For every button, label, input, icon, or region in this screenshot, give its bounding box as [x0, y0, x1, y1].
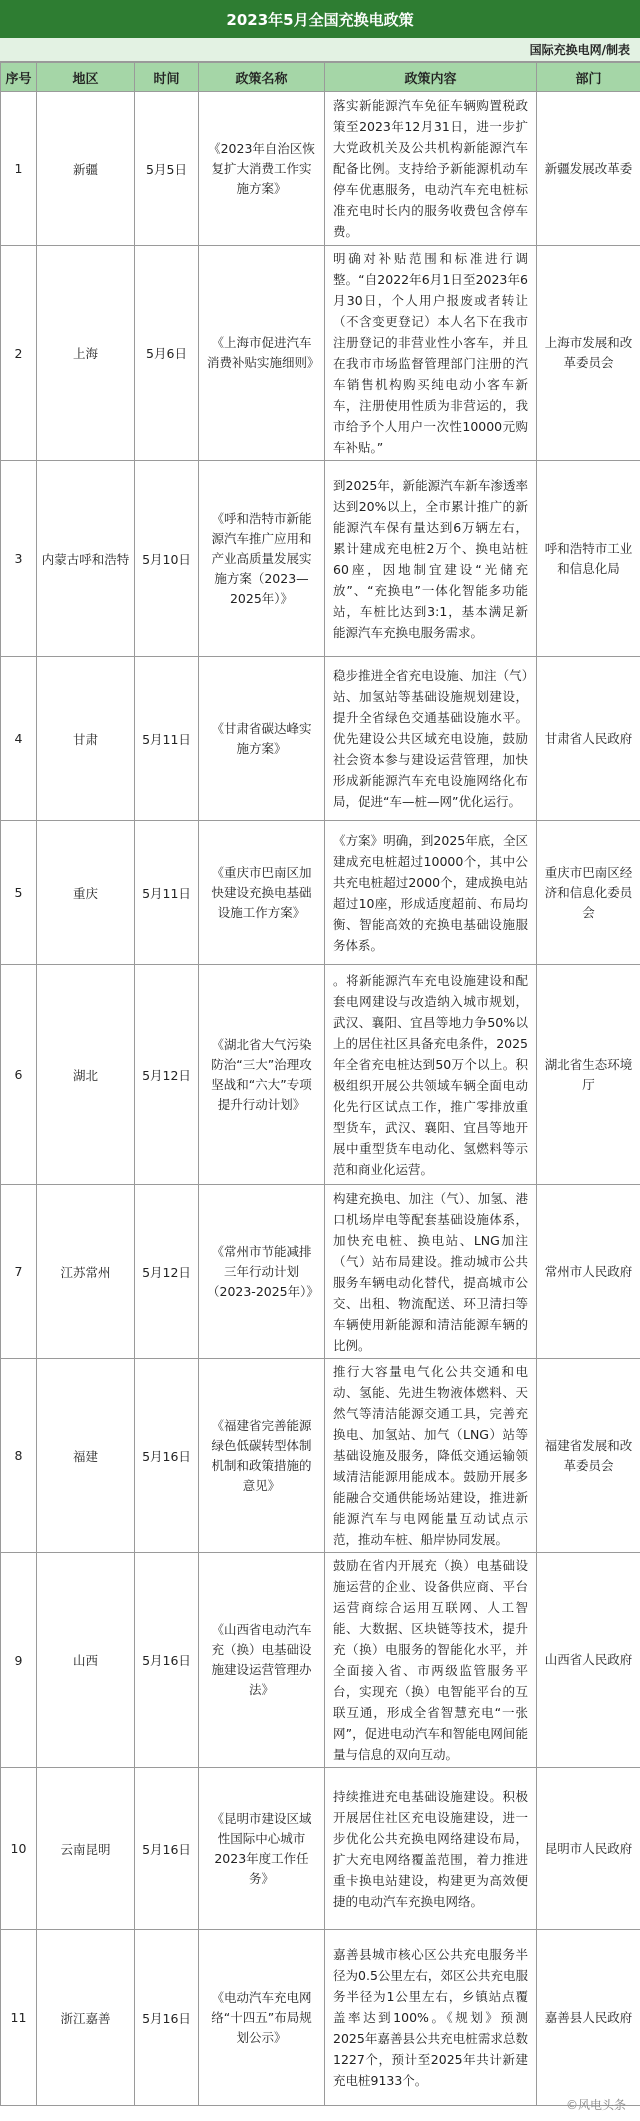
- row-region: 重庆: [37, 821, 135, 965]
- table-row: [1, 1185, 640, 1359]
- row-date: 5月16日: [135, 1359, 199, 1553]
- row-no: 10: [1, 1768, 37, 1930]
- row-policy-name: 《山西省电动汽车充（换）电基础设施建设运营管理办法》: [199, 1553, 325, 1768]
- row-no: 2: [1, 246, 37, 461]
- table-row: [1, 821, 640, 965]
- row-region: 云南昆明: [37, 1768, 135, 1930]
- row-policy-name: 《甘肃省碳达峰实施方案》: [199, 657, 325, 821]
- row-department: 湖北省生态环境厅: [537, 965, 640, 1185]
- row-no: 5: [1, 821, 37, 965]
- table-header-row: [1, 63, 640, 92]
- table-title: 2023年5月全国充换电政策: [0, 0, 640, 38]
- row-date: 5月12日: [135, 965, 199, 1185]
- row-no: 3: [1, 461, 37, 657]
- row-policy-name: 《2023年自治区恢复扩大消费工作实施方案》: [199, 92, 325, 246]
- row-policy-content: 鼓励在省内开展充（换）电基础设施运营的企业、设备供应商、平台运营商综合运用互联网、人工智能、大数据、区块链等技术，提升充（换）电服务的智能化水平，并全面接入省、市两级监管服务平台，实现充（换）电智能平台的互联互通，形成全省智慧充电“一张网”，促进电动汽车和智能电网间能量与信息的双向互动。: [325, 1553, 537, 1768]
- row-department: 嘉善县人民政府: [537, 1930, 640, 2106]
- row-no: 11: [1, 1930, 37, 2106]
- row-policy-content: 构建充换电、加注（气）、加氢、港口机场岸电等配套基础设施体系，加快充电桩、换电站、LNG加注（气）站布局建设。推动城市公共服务车辆电动化替代，提高城市公交、出租、物流配送、环卫清扫等车辆使用新能源和清洁能源车辆的比例。: [325, 1185, 537, 1359]
- table-row: [1, 1359, 640, 1553]
- row-policy-content: 。将新能源汽车充电设施建设和配套电网建设与改造纳入城市规划，武汉、襄阳、宜昌等地力争50%以上的居住社区具备充电条件，2025年全省充电桩达到50万个以上。积极组织开展公共领域车辆全面电动化先行区试点工作，推广零排放重型货车，武汉、襄阳、宜昌等地开展中重型货车电动化、氢燃料等示范和商业化运营。: [325, 965, 537, 1185]
- row-policy-name: 《常州市节能减排三年行动计划（2023-2025年）》: [199, 1185, 325, 1359]
- row-policy-content: 落实新能源汽车免征车辆购置税政策至2023年12月31日，进一步扩大党政机关及公共机构新能源汽车配备比例。支持给予新能源机动车停车优惠服务，电动汽车充电桩标准充电时长内的服务收费包含停车费。: [325, 92, 537, 246]
- table-row: [1, 461, 640, 657]
- row-date: 5月16日: [135, 1930, 199, 2106]
- row-date: 5月12日: [135, 1185, 199, 1359]
- row-policy-name: 《湖北省大气污染防治“三大”治理攻坚战和“六大”专项提升行动计划》: [199, 965, 325, 1185]
- row-department: 上海市发展和改革委员会: [537, 246, 640, 461]
- table-row: [1, 965, 640, 1185]
- watermark: ©风电头条: [565, 2098, 626, 2112]
- table-row: [1, 1768, 640, 1930]
- row-department: 山西省人民政府: [537, 1553, 640, 1768]
- row-policy-name: 《电动汽车充电网络“十四五”布局规划公示》: [199, 1930, 325, 2106]
- header-policy-content: 政策内容: [325, 63, 537, 92]
- row-policy-name: 《昆明市建设区域性国际中心城市2023年度工作任务》: [199, 1768, 325, 1930]
- table-row: [1, 1553, 640, 1768]
- row-region: 内蒙古呼和浩特: [37, 461, 135, 657]
- row-department: 常州市人民政府: [537, 1185, 640, 1359]
- table-row: [1, 1930, 640, 2106]
- row-no: 6: [1, 965, 37, 1185]
- row-region: 甘肃: [37, 657, 135, 821]
- row-region: 湖北: [37, 965, 135, 1185]
- header-region: 地区: [37, 63, 135, 92]
- row-no: 7: [1, 1185, 37, 1359]
- row-policy-name: 《福建省完善能源绿色低碳转型体制机制和政策措施的意见》: [199, 1359, 325, 1553]
- row-policy-name: 《重庆市巴南区加快建设充换电基础设施工作方案》: [199, 821, 325, 965]
- header-policy-name: 政策名称: [199, 63, 325, 92]
- row-date: 5月10日: [135, 461, 199, 657]
- row-region: 浙江嘉善: [37, 1930, 135, 2106]
- table-row: [1, 246, 640, 461]
- row-date: 5月5日: [135, 92, 199, 246]
- row-policy-content: 《方案》明确，到2025年底，全区建成充电桩超过10000个，其中公共充电桩超过2000个，建成换电站超过10座，形成适度超前、布局均衡、智能高效的充换电基础设施服务体系。: [325, 821, 537, 965]
- row-policy-content: 推行大容量电气化公共交通和电动、氢能、先进生物液体燃料、天然气等清洁能源交通工具，完善充换电、加氢站、加气（LNG）站等基础设施及服务，降低交通运输领域清洁能源用能成本。鼓励开展多能融合交通供能场站建设，推进新能源汽车与电网能量互动试点示范，推动车桩、船岸协同发展。: [325, 1359, 537, 1553]
- policy-table: [0, 62, 640, 2106]
- row-region: 上海: [37, 246, 135, 461]
- row-date: 5月11日: [135, 821, 199, 965]
- row-policy-content: 持续推进充电基础设施建设。积极开展居住社区充电设施建设，进一步优化公共充换电网络建设布局，扩大充电网络覆盖范围，着力推进重卡换电站建设，构建更为高效便捷的电动汽车充换电网络。: [325, 1768, 537, 1930]
- header-no: 序号: [1, 63, 37, 92]
- table-row: [1, 657, 640, 821]
- row-department: 福建省发展和改革委员会: [537, 1359, 640, 1553]
- table-row: [1, 92, 640, 246]
- row-date: 5月6日: [135, 246, 199, 461]
- row-policy-name: 《上海市促进汽车消费补贴实施细则》: [199, 246, 325, 461]
- row-no: 4: [1, 657, 37, 821]
- row-region: 福建: [37, 1359, 135, 1553]
- row-region: 新疆: [37, 92, 135, 246]
- row-department: 呼和浩特市工业和信息化局: [537, 461, 640, 657]
- row-region: 山西: [37, 1553, 135, 1768]
- row-policy-content: 稳步推进全省充电设施、加注（气）站、加氢站等基础设施规划建设，提升全省绿色交通基础设施水平。优先建设公共区域充电设施，鼓励社会资本参与建设运营管理，加快形成新能源汽车充电设施网络化布局，促进“车—桩—网”优化运行。: [325, 657, 537, 821]
- row-policy-name: 《呼和浩特市新能源汽车推广应用和产业高质量发展实施方案（2023—2025年）》: [199, 461, 325, 657]
- table-source: 国际充换电网/制表: [0, 38, 640, 62]
- row-no: 8: [1, 1359, 37, 1553]
- row-date: 5月16日: [135, 1768, 199, 1930]
- row-date: 5月11日: [135, 657, 199, 821]
- header-department: 部门: [537, 63, 640, 92]
- row-department: 甘肃省人民政府: [537, 657, 640, 821]
- row-department: 重庆市巴南区经济和信息化委员会: [537, 821, 640, 965]
- row-department: 昆明市人民政府: [537, 1768, 640, 1930]
- row-policy-content: 到2025年，新能源汽车新车渗透率达到20%以上，全市累计推广的新能源汽车保有量达到6万辆左右，累计建成充电桩2万个、换电站桩60座，因地制宜建设“光储充放”、“充换电”一体化智能多功能站，车桩比达到3:1，基本满足新能源汽车充换电服务需求。: [325, 461, 537, 657]
- row-date: 5月16日: [135, 1553, 199, 1768]
- row-policy-content: 嘉善县城市核心区公共充电服务半径为0.5公里左右，郊区公共充电服务半径为1公里左右，乡镇站点覆盖率达到100%。《规划》预测2025年嘉善县公共充电桩需求总数1227个，预计至2025年共计新建充电桩9133个。: [325, 1930, 537, 2106]
- row-department: 新疆发展改革委: [537, 92, 640, 246]
- row-region: 江苏常州: [37, 1185, 135, 1359]
- row-no: 1: [1, 92, 37, 246]
- row-no: 9: [1, 1553, 37, 1768]
- header-date: 时间: [135, 63, 199, 92]
- row-policy-content: 明确对补贴范围和标准进行调整。“自2022年6月1日至2023年6月30日，个人用户报废或者转让（不含变更登记）本人名下在我市注册登记的非营业性小客车，并且在我市市场监督管理部门注册的汽车销售机构购买纯电动小客车新车，注册使用性质为非营运的，我市给予个人用户一次性10000元购车补贴。”: [325, 246, 537, 461]
